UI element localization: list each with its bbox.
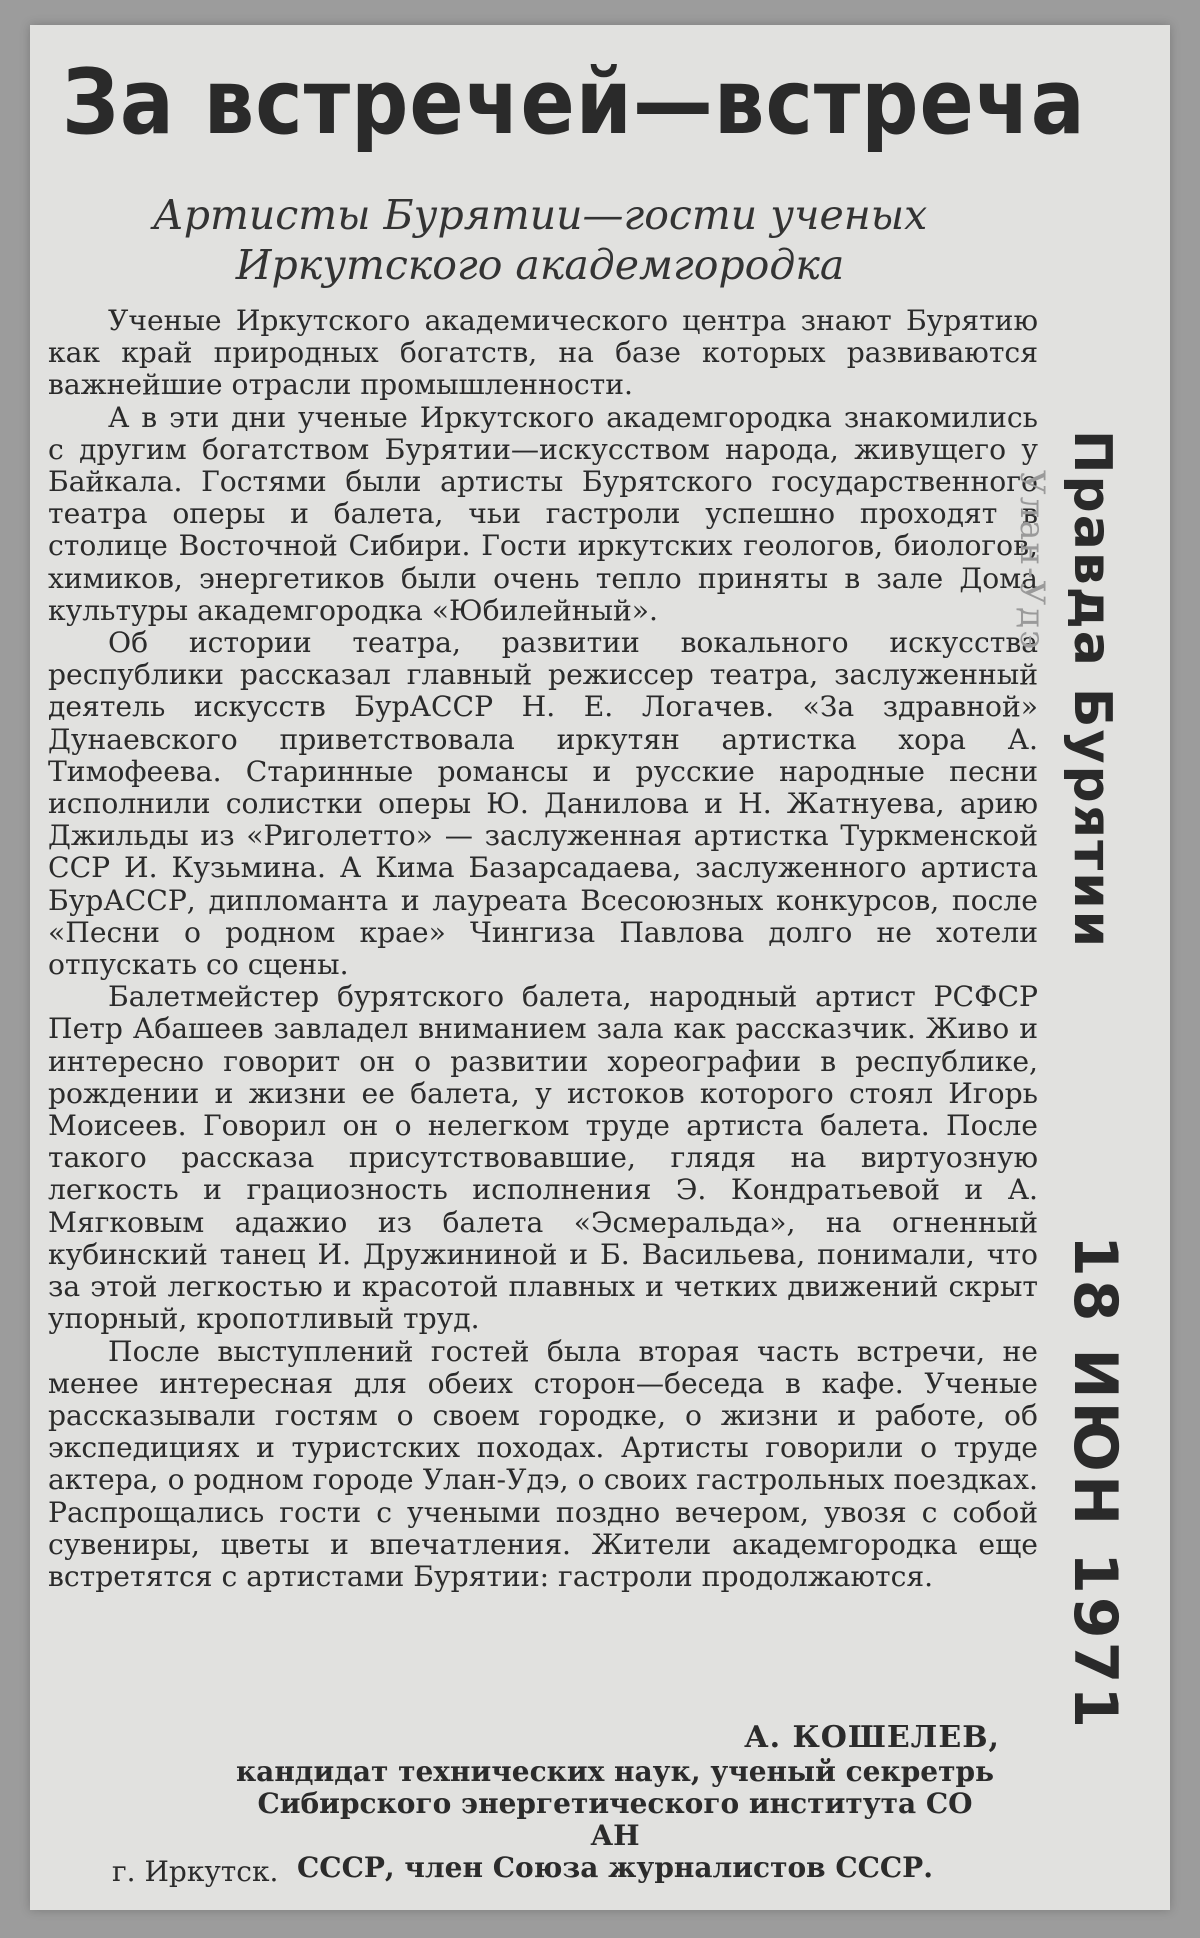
author-name: А. КОШЕЛЕВ,: [744, 1720, 1000, 1755]
article-paragraph: Ученые Иркутского академического центра знают Бурятию как край природных богатств, на базе которых развиваются важнейшие отрасли промышленности.: [48, 304, 1038, 402]
newspaper-stamp: Правда Бурятии: [1062, 430, 1122, 950]
article-paragraph: Балетмейстер бурятского балета, народный артист РСФСР Петр Абашеев завладел вниманием зала как рассказчик. Живо и интересно говорит он о развитии хореографии в республике, рождении и жизни ее балета, у истоков которого стоял Игорь Моисеев. Говорил он о нелегком труде артиста балета. После такого рассказа присутствовавшие, глядя на виртуозную легкость и грациозность исполнения Э. Кондратьевой и А. Мягковым адажио из балета «Эсмеральда», на огненный кубинский танец И. Дружининой и Б. Васильева, понимали, что за этой легкостью и красотой плавных и четких движений скрыт упорный, кропотливый труд.: [48, 980, 1038, 1336]
date-stamp: 18 ИЮН 1971: [1060, 1235, 1130, 1732]
author-role: [190, 1756, 1000, 1884]
article-headline: За встречей—встреча: [62, 50, 1086, 155]
article-paragraph: После выступлений гостей была вторая часть встречи, не менее интересная для обеих сторон—беседа в кафе. Ученые рассказывали гостям о своем городке, о жизни и работе, об экспедициях и туристских походах. Артисты говорили о труде актера, о родном городе Улан-Удэ, о своих гастрольных поездках. Распрощались гости с учеными поздно вечером, увозя с собой сувениры, цветы и впечатления. Жители академгородка еще встретятся с артистами Бурятии: гастроли продолжаются.: [48, 1334, 1038, 1593]
author-role-line: Сибирского энергетического института СО АН: [257, 1787, 973, 1852]
city-stamp: Улан-Удэ: [1012, 470, 1052, 652]
article-subtitle: [80, 190, 1000, 290]
subtitle-line: Артисты Бурятии—гости ученых: [152, 191, 928, 239]
author-role-line: СССР, член Союза журналистов СССР.: [297, 1851, 933, 1884]
author-role-line: кандидат технических наук, ученый секретрь: [235, 1755, 995, 1788]
article-body: [48, 305, 1038, 1593]
dateline-city: г. Иркутск.: [112, 1855, 279, 1888]
article-paragraph: Об истории театра, развитии вокального искусства республики рассказал главный режиссер театра, заслуженный деятель искусств БурАССР Н. Е. Логачев. «За здравной» Дунаевского приветствовала иркутян артистка хора А. Тимофеева. Старинные романсы и русские народные песни исполнили солистки оперы Ю. Данилова и Н. Жатнуева, арию Джильды из «Риголетто» — заслуженная артистка Туркменской ССР И. Кузьмина. А Кима Базарсадаева, заслуженного артиста БурАССР, дипломанта и лауреата Всесоюзных конкурсов, после «Песни о родном крае» Чингиза Павлова долго не хотели отпускать со сцены.: [48, 626, 1038, 982]
subtitle-line: Иркутского академгородка: [235, 241, 845, 289]
article-paragraph: А в эти дни ученые Иркутского академгородка знакомились с другим богатством Бурятии—искусством народа, живущего у Байкала. Гостями были артисты Бурятского государственного театра оперы и балета, чьи гастроли успешно проходят в столице Восточной Сибири. Гости иркутских геологов, биологов, химиков, энергетиков были очень тепло приняты в зале Дома культуры академгородка «Юбилейный».: [48, 400, 1038, 627]
author-signature: [190, 1722, 1000, 1884]
